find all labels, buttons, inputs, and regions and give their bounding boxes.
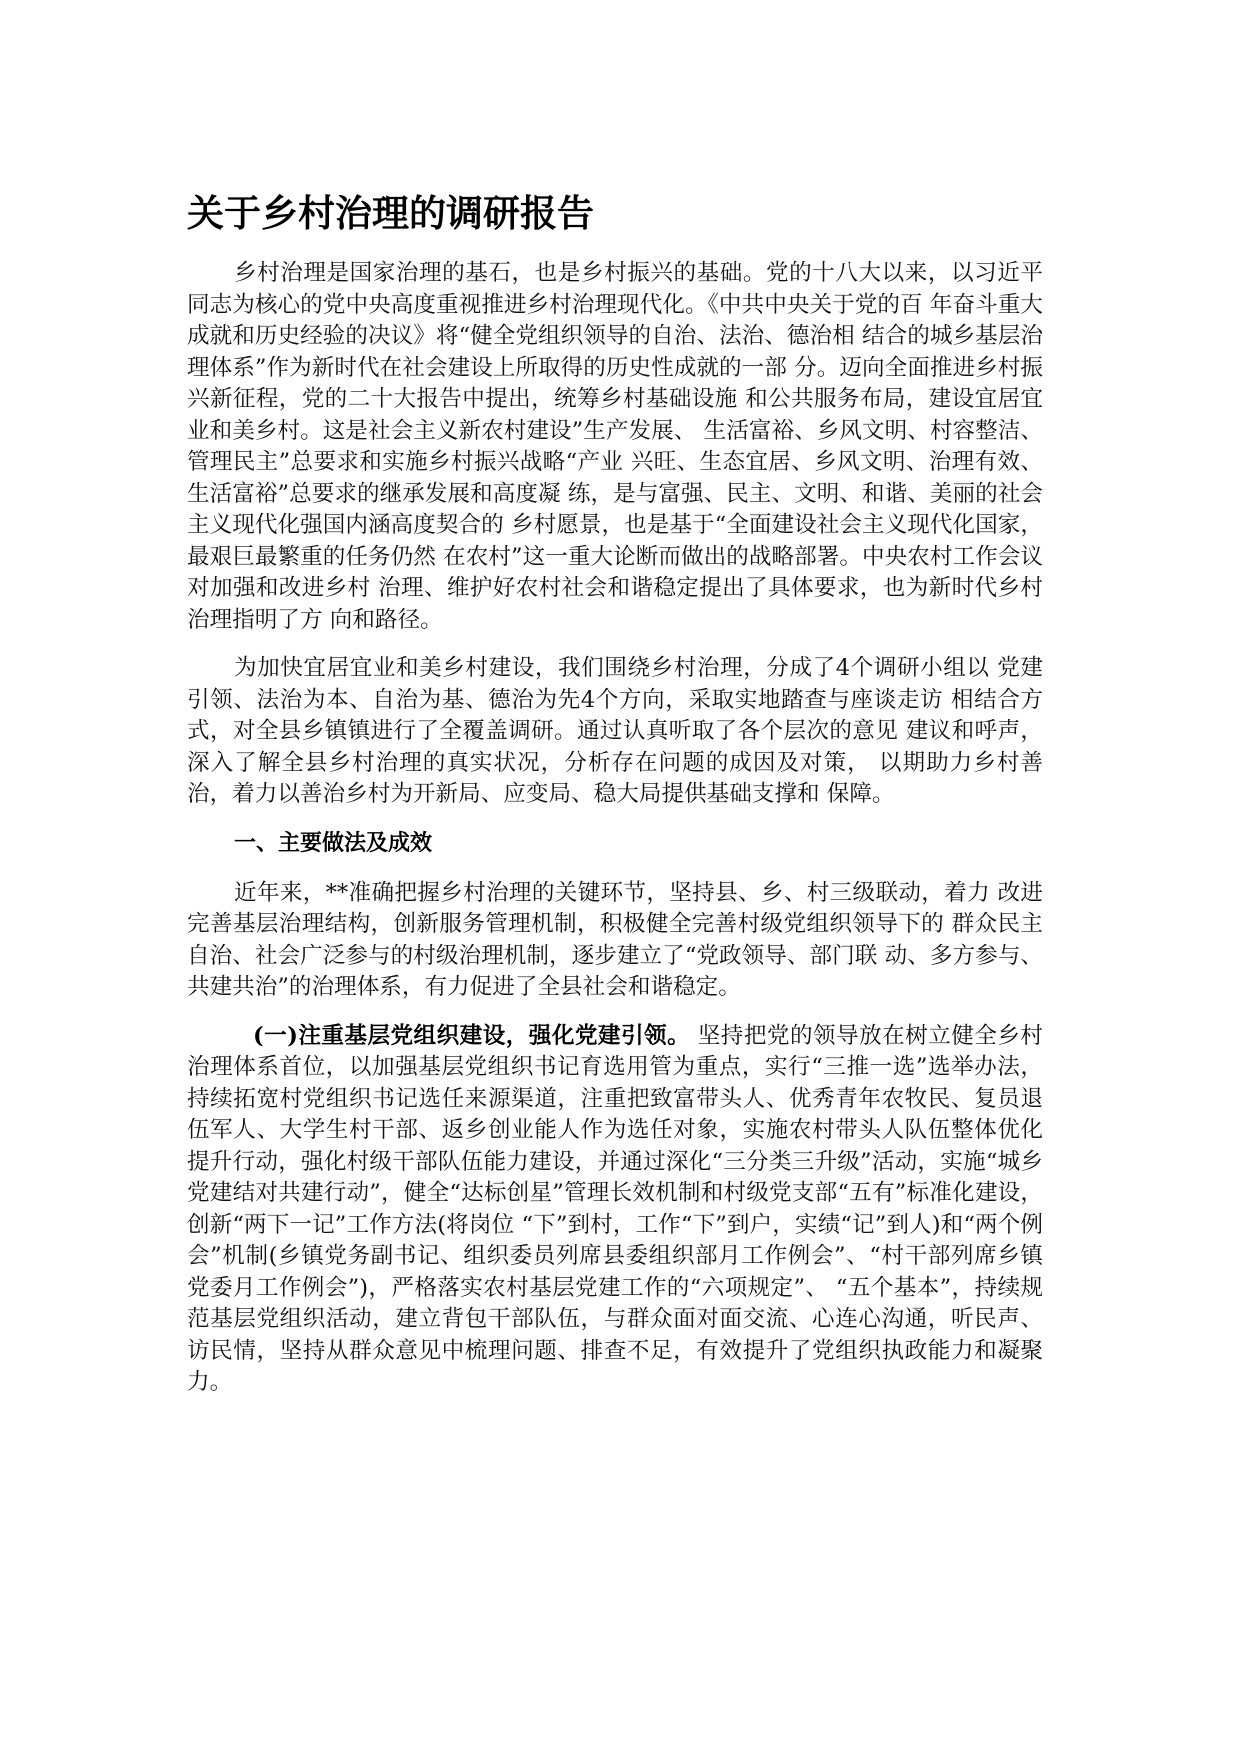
document-page	[187, 190, 1043, 1416]
paragraph-intro: 乡村治理是国家治理的基石，也是乡村振兴的基础。党的十八大以来，以习近平同志为核心的党中央高度重视推进乡村治理现代化。《中共中央关于党的百 年奋斗重大成就和历史经验的决议》将“健全党组织领导的自治、法治、德治相 结合的城乡基层治理体系”作为新时代在社会建设上所取得的历史性成就的一部 分。迈向全面推进乡村振兴新征程，党的二十大报告中提出，统筹乡村基础设施 和公共服务布局，建设宜居宜业和美乡村。这是社会主义新农村建设”生产发展、 生活富裕、乡风文明、村容整洁、管理民主”总要求和实施乡村振兴战略“产业 兴旺、生态宜居、乡风文明、治理有效、生活富裕”总要求的继承发展和高度凝 练，是与富强、民主、文明、和谐、美丽的社会主义现代化强国内涵高度契合的 乡村愿景，也是基于“全面建设社会主义现代化国家，最艰巨最繁重的任务仍然 在农村”这一重大论断而做出的战略部署。中央农村工作会议对加强和改进乡村 治理、维护好农村社会和谐稳定提出了具体要求，也为新时代乡村治理指明了方 向和路径。	[187, 260, 1043, 633]
paragraph-method: 为加快宜居宜业和美乡村建设，我们围绕乡村治理，分成了4个调研小组以 党建引领、法治为本、自治为基、德治为先4个方向，采取实地踏查与座谈走访 相结合方式，对全县乡镇镇进行了全覆盖调研。通过认真听取了各个层次的意见 建议和呼声，深入了解全县乡村治理的真实状况，分析存在问题的成因及对策， 以期助力乡村善治，着力以善治乡村为开新局、应变局、稳大局提供基础支撑和 保障。	[187, 655, 1043, 807]
subsection-body: 坚持把党的领导放在树立健全乡村治理体系首位，以加强基层党组织书记育选用管为重点，实行“三推一选”选举办法，持续拓宽村党组织书记选任来源渠道，注重把致富带头人、优秀青年农牧民、复员退伍军人、大学生村干部、返乡创业能人作为选任对象，实施农村带头人队伍整体优化提升行动，强化村级干部队伍能力建设，并通过深化“三分类三升级”活动，实施“城乡党建结对共建行动”，健全“达标创星”管理长效机制和村级党支部“五有”标准化建设，创新“两下一记”工作方法(将岗位 “下”到村，工作“下”到户，实绩“记”到人)和“两个例会”机制(乡镇党务副书记、组织委员列席县委组织部月工作例会”、“村干部列席乡镇党委月工作例会”)，严格落实农村基层党建工作的“六项规定”、 “五个基本”，持续规范基层党组织活动，建立背包干部队伍，与群众面对面交流、心连心沟通，听民声、访民情，坚持从群众意见中梳理问题、排查不足，有效提升了党组织执政能力和凝聚力。	[187, 1022, 1043, 1395]
section-heading: 一、主要做法及成效	[234, 830, 433, 856]
document-title: 关于乡村治理的调研报告	[187, 192, 594, 235]
paragraph-subsection	[187, 1021, 1043, 1399]
paragraph-section-overview: 近年来，**准确把握乡村治理的关键环节，坚持县、乡、村三级联动，着力 改进完善基层治理结构，创新服务管理机制，积极健全完善村级党组织领导下的 群众民主自治、社会广泛参与的村级治理机制，逐步建立了“党政领导、部门联 动、多方参与、共建共治”的治理体系，有力促进了全县社会和谐稳定。	[187, 879, 1043, 1000]
subsection-lead: (一)注重基层党组织建设，强化党建引领。	[253, 1022, 691, 1049]
